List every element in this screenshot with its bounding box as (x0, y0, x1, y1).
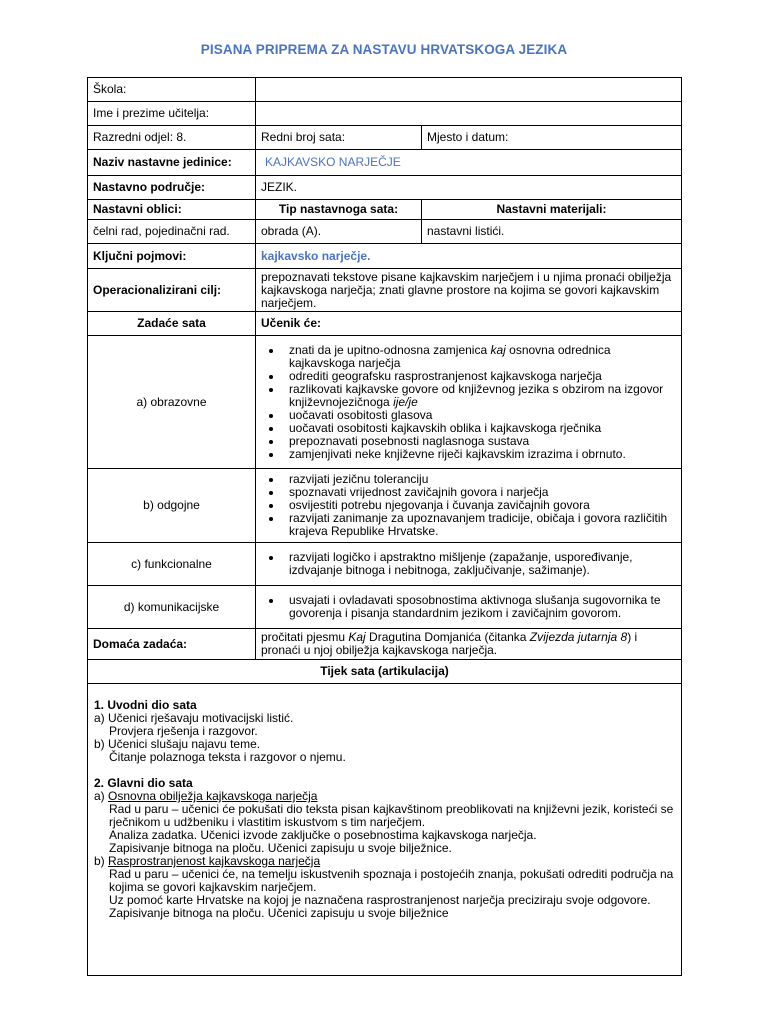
text-line: Zapisivanje bitnoga na ploču. Učenici zapisuju u svoje bilježnice. (109, 841, 452, 855)
obrazovne-label: a) obrazovne (88, 336, 256, 469)
list-item: • znati da je upitno-odnosna zamjenica kaj osnovna odrednica kajkavskoga narječja (283, 344, 676, 370)
odjel-label: Razredni odjel: 8. (88, 126, 256, 150)
skola-label: Škola: (88, 78, 256, 102)
list-item: • razvijati logičko i apstraktno mišljenje (zapažanje, uspoređivanje, izdvajanje bitnoga i nebitnoga, zaključivanje, sažimanje). (283, 551, 676, 577)
text-line: Rad u paru – učenici će, na temelju iskustvenih spoznaja i postojećih znanja, pokušati odrediti područja na kojima se govori kajkavskim narječjem. (109, 867, 674, 894)
text-line: Rad u paru – učenici će pokušati dio teksta pisan kajkavštinom preoblikovati na književni jezik, koristeći se rječnikom u udžbeniku i vlastitim iskustvom s tim narječjem. (109, 802, 674, 829)
list-item: • osvijestiti potrebu njegovanja i čuvanja zavičajnih govora (283, 499, 676, 512)
list-item: • razlikovati kajkavske govore od književnog jezika s obzirom na izgovor književnojezičnoga ije/je (283, 383, 676, 409)
cilj-label: Operacionalizirani cilj: (88, 269, 256, 312)
naziv-value: KAJKAVSKO NARJEČJE (265, 155, 401, 169)
cilj-value: prepoznavati tekstove pisane kajkavskim narječjem i u njima pronaći obilježja kajkavskoga narječja; znati glavne prostore na kojima se govori kajkavskim narječjem. (256, 269, 682, 312)
obrazovne-cell (256, 336, 682, 469)
row-oblici-header (88, 200, 682, 220)
redni-broj-label: Redni broj sata: (256, 126, 422, 150)
list-item: • zamjenjivati neke književne riječi kajkavskim izrazima i obrnuto. (283, 448, 676, 461)
text-line: Uz pomoć karte Hrvatske na kojoj je naznačena rasprostranjenost narječja preciziraju svoje odgovore. (109, 893, 651, 907)
row-komunikacijske (88, 586, 682, 629)
list-item: • prepoznavati posebnosti naglasnoga sustava (283, 435, 676, 448)
funkcionalne-list (261, 551, 676, 577)
ucenik-label: Učenik će: (256, 312, 682, 336)
subsection-title: b) Rasprostranjenost kajkavskoga narječja (94, 854, 321, 868)
section-title: 1. Uvodni dio sata (94, 698, 197, 712)
ucitelj-label: Ime i prezime učitelja: (88, 102, 256, 126)
row-ucitelj (88, 102, 682, 126)
mjesto-label: Mjesto i datum: (422, 126, 682, 150)
list-item: • spoznavati vrijednost zavičajnih govora i narječja (283, 486, 676, 499)
komunikacijske-label: d) komunikacijske (88, 586, 256, 629)
komunikacijske-list (261, 594, 676, 620)
obrazovne-list (261, 344, 676, 461)
lesson-plan-table (87, 77, 682, 976)
pojmovi-value: kajkavsko narječje. (261, 248, 371, 263)
domaca-label: Domaća zadaća: (88, 629, 256, 660)
odgojne-list (261, 473, 676, 538)
list-item: • razvijati jezičnu toleranciju (283, 473, 676, 486)
row-cilj (88, 269, 682, 312)
text-line: a) Učenici rješavaju motivacijski listić. (94, 711, 294, 725)
row-pojmovi (88, 244, 682, 269)
podrucje-label: Nastavno područje: (88, 176, 256, 200)
row-naziv (88, 150, 682, 176)
oblici-label: Nastavni oblici: (88, 200, 256, 220)
odgojne-label: b) odgojne (88, 469, 256, 543)
list-item: • razvijati zanimanje za upoznavanjem tradicije, običaja i govora različitih krajeva Republike Hrvatske. (283, 512, 676, 538)
text-line: b) Učenici slušaju najavu teme. (94, 737, 261, 751)
funkcionalne-cell (256, 543, 682, 586)
text-line: Zapisivanje bitnoga na ploču. Učenici zapisuju u svoje bilježnice (109, 906, 449, 920)
pojmovi-cell (256, 244, 682, 269)
row-obrazovne (88, 336, 682, 469)
row-oblici-values (88, 220, 682, 244)
row-odgojne (88, 469, 682, 543)
oblici-value: čelni rad, pojedinačni rad. (88, 220, 256, 244)
row-domaca (88, 629, 682, 660)
domaca-value: pročitati pjesmu Kaj Dragutina Domjanića (čitanka Zvijezda jutarnja 8) i pronaći u njoj obilježja kajkavskoga narječja. (256, 629, 682, 660)
tijek-label: Tijek sata (artikulacija) (88, 660, 682, 684)
text-line: Čitanje polaznoga teksta i razgovor o njemu. (109, 750, 346, 764)
row-tijek-header (88, 660, 682, 684)
subsection-title: a) Osnovna obilježja kajkavskoga narječja (94, 789, 318, 803)
skola-value (256, 78, 682, 102)
row-odjel (88, 126, 682, 150)
row-tijek-body (88, 684, 682, 976)
list-item: • uočavati osobitosti kajkavskih oblika i kajkavskoga rječnika (283, 422, 676, 435)
row-podrucje (88, 176, 682, 200)
tip-label: Tip nastavnoga sata: (256, 200, 422, 220)
list-item: • odrediti geografsku rasprostranjenost kajkavskoga narječja (283, 370, 676, 383)
text-line: Analiza zadatka. Učenici izvode zaključke o posebnostima kajkavskoga narječja. (109, 828, 537, 842)
ucitelj-value (256, 102, 682, 126)
text-line: Provjera rješenja i razgovor. (109, 724, 258, 738)
materijali-label: Nastavni materijali: (422, 200, 682, 220)
naziv-label: Naziv nastavne jedinice: (88, 150, 256, 176)
page-title: PISANA PRIPREMA ZA NASTAVU HRVATSKOGA JEZIKA (200, 42, 568, 57)
row-funkcionalne (88, 543, 682, 586)
podrucje-value: JEZIK. (256, 176, 682, 200)
tijek-body (88, 684, 682, 976)
naziv-cell (256, 150, 682, 176)
list-item: • usvajati i ovladavati sposobnostima aktivnoga slušanja sugovornika te govorenja i pisanja standardnim jezikom i zavičajnim govorom. (283, 594, 676, 620)
zadace-label: Zadaće sata (88, 312, 256, 336)
row-zadace-header (88, 312, 682, 336)
tip-value: obrada (A). (256, 220, 422, 244)
list-item: • uočavati osobitosti glasova (283, 409, 676, 422)
pojmovi-label: Ključni pojmovi: (88, 244, 256, 269)
section-title: 2. Glavni dio sata (94, 776, 193, 790)
row-skola (88, 78, 682, 102)
odgojne-cell (256, 469, 682, 543)
materijali-value: nastavni listići. (422, 220, 682, 244)
funkcionalne-label: c) funkcionalne (88, 543, 256, 586)
komunikacijske-cell (256, 586, 682, 629)
